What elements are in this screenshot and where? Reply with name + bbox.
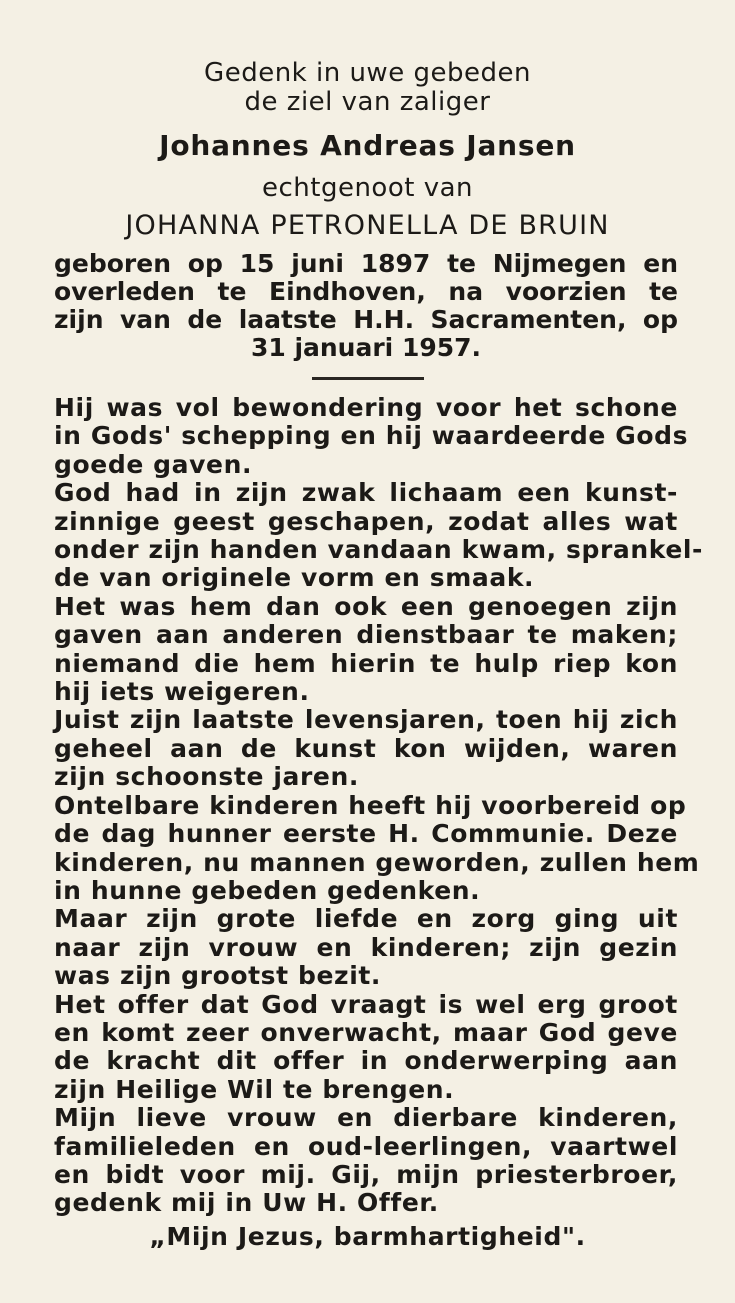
- memorial-text: [54, 393, 704, 1218]
- text-line: goede gaven.: [54, 449, 253, 479]
- text-line: zinnige geest geschapen, zodat alles wat: [54, 506, 678, 536]
- text-line: kinderen, nu mannen geworden, zullen hem: [54, 847, 700, 877]
- bio-line: geboren op 15 juni 1897 te Nijmegen en: [54, 250, 678, 278]
- biography: [54, 250, 678, 362]
- text-line: Juist zijn laatste levensjaren, toen hij zich: [54, 705, 678, 735]
- text-line: Mijn lieve vrouw en dierbare kinderen,: [54, 1103, 678, 1133]
- text-line: de kracht dit offer in onderwerping aan: [54, 1046, 678, 1076]
- text-line: de van originele vorm en smaak.: [54, 563, 535, 593]
- closing-prayer: „Mijn Jezus, barmhartigheid".: [149, 1222, 586, 1251]
- text-line: zijn Heilige Wil te brengen.: [54, 1074, 455, 1104]
- text-line: zijn schoonste jaren.: [54, 762, 359, 792]
- opening-line: Gedenk in uwe gebeden: [204, 58, 531, 88]
- spouse-name: JOHANNA PETRONELLA DE BRUIN: [125, 210, 610, 241]
- text-line: en komt zeer onverwacht, maar God geve: [54, 1017, 678, 1047]
- text-line: naar zijn vrouw en kinderen; zijn gezin: [54, 932, 678, 962]
- text-line: en bidt voor mij. Gij, mijn priesterbroer,: [54, 1159, 678, 1189]
- text-line: onder zijn handen vandaan kwam, sprankel-: [54, 535, 704, 565]
- text-line: in hunne gebeden gedenken.: [54, 875, 481, 905]
- text-line: in Gods' schepping en hij waardeerde Gods: [54, 421, 689, 451]
- text-line: Maar zijn grote liefde en zorg ging uit: [54, 904, 678, 934]
- text-line: God had in zijn zwak lichaam een kunst-: [54, 478, 678, 508]
- text-line: familieleden en oud-leerlingen, vaartwel: [54, 1131, 678, 1161]
- relation-line: echtgenoot van: [261, 173, 473, 203]
- text-line: gaven aan anderen dienstbaar te maken;: [54, 620, 678, 650]
- text-line: Het was hem dan ook een genoegen zijn: [54, 591, 678, 621]
- text-line: de dag hunner eerste H. Communie. Deze: [54, 819, 678, 849]
- text-line: geheel aan de kunst kon wijden, waren: [54, 733, 678, 763]
- text-line: Het offer dat God vraagt is wel erg groot: [54, 989, 678, 1019]
- text-line: gedenk mij in Uw H. Offer.: [54, 1188, 439, 1218]
- opening-line-2: de ziel van zaliger: [244, 87, 491, 117]
- text-line: hij iets weigeren.: [54, 677, 310, 707]
- text-line: was zijn grootst bezit.: [54, 961, 382, 991]
- text-line: Hij was vol bewondering voor het schone: [54, 393, 678, 422]
- bio-line: 31 januari 1957.: [250, 334, 482, 362]
- divider: [312, 377, 424, 380]
- text-line: Ontelbare kinderen heeft hij voorbereid op: [54, 790, 687, 820]
- text-line: niemand die hem hierin te hulp riep kon: [54, 648, 678, 678]
- bio-line: overleden te Eindhoven, na voorzien te: [54, 278, 678, 306]
- deceased-name: Johannes Andreas Jansen: [159, 129, 576, 162]
- bio-line: zijn van de laatste H.H. Sacramenten, op: [54, 306, 678, 334]
